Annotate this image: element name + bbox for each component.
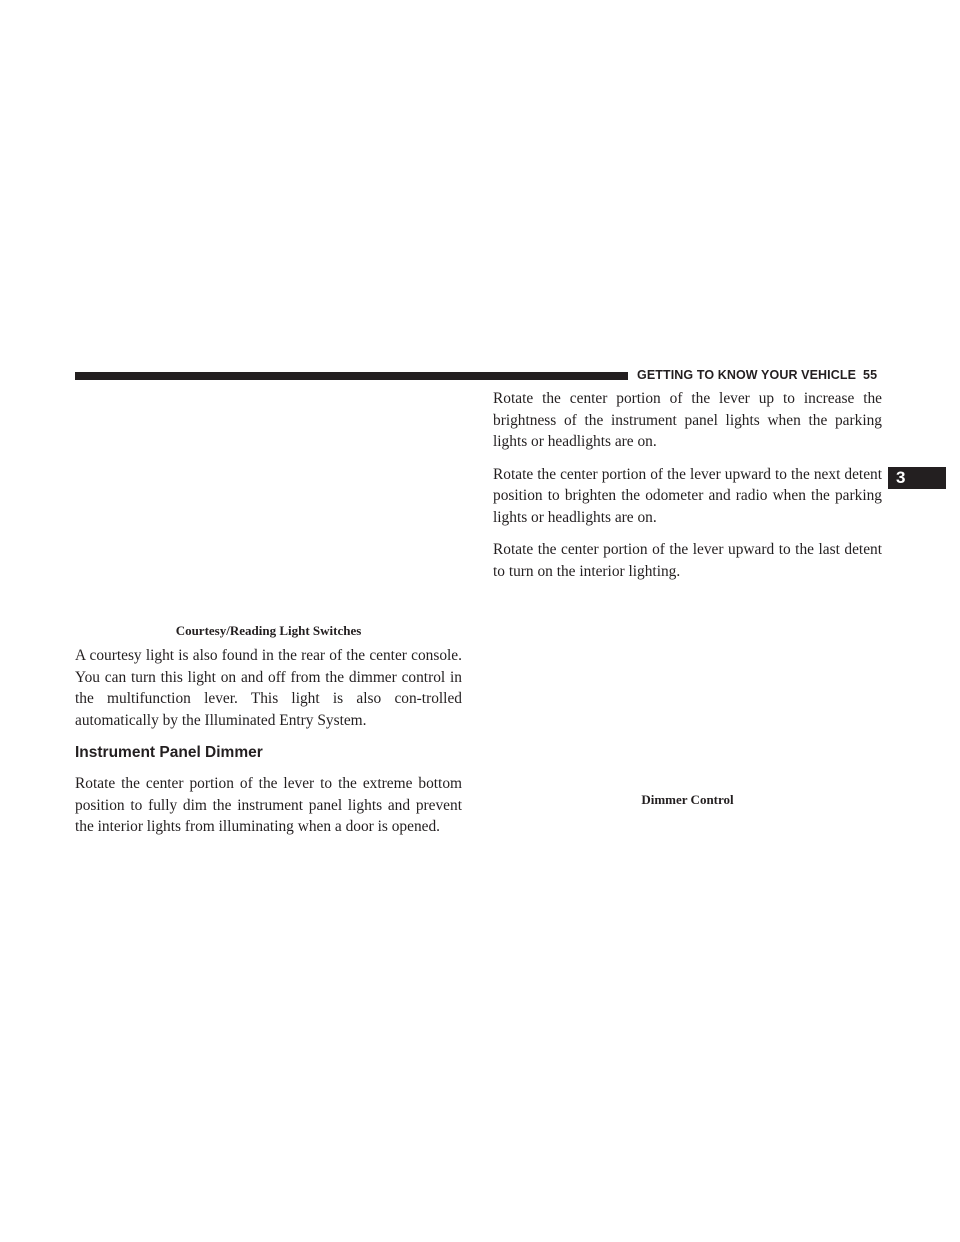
figure-caption-dimmer: Dimmer Control (641, 792, 734, 807)
header-rule (75, 372, 628, 380)
dimmer-control-figure (493, 570, 882, 785)
running-header (637, 368, 882, 382)
section-heading: Instrument Panel Dimmer (75, 744, 263, 761)
section-title: GETTING TO KNOW YOUR VEHICLE (637, 368, 857, 382)
figure-caption-courtesy: Courtesy/Reading Light Switches (175, 623, 362, 638)
right-column (493, 388, 882, 593)
paragraph-dimmer-last-detent: Rotate the center portion of the lever upward to the last detent to turn on the interior lighting. (493, 541, 882, 580)
paragraph-dimmer-up: Rotate the center portion of the lever up to increase the brightness of the instrument panel lights when the parking lights or headlights are on. (493, 390, 882, 450)
paragraph-dimmer-bottom: Rotate the center portion of the lever to the extreme bottom position to fully dim the instrument panel lights and prevent the interior lights from illuminating when a door is opened. (75, 775, 462, 835)
paragraph-dimmer-next-detent: Rotate the center portion of the lever upward to the next detent position to brighten the odometer and radio when the parking lights or headlights are on. (493, 465, 882, 526)
paragraph-courtesy-light: A courtesy light is also found in the rear of the center console. You can turn this light on and off from the dimmer control in the multifunction lever. This light is also con-trolled automatically by the Illuminated Entry System. (75, 647, 462, 729)
chapter-tab: 3 (888, 467, 946, 489)
left-column (75, 645, 462, 849)
courtesy-light-figure (75, 395, 462, 617)
page-number: 55 (863, 368, 878, 382)
